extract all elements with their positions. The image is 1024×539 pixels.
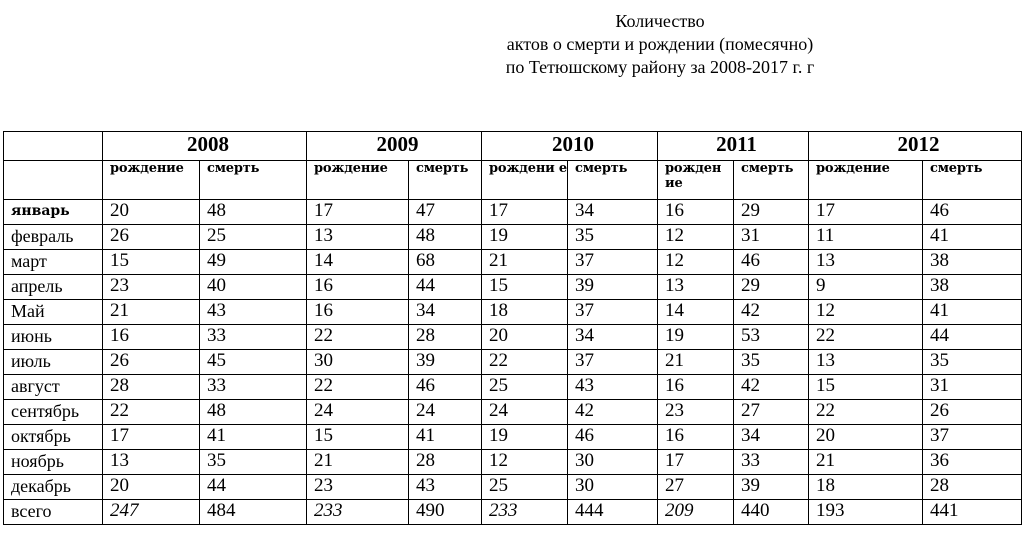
- birth-count-cell: 15: [307, 425, 409, 450]
- death-count-cell: 34: [734, 425, 809, 450]
- death-count-cell: 35: [923, 350, 1022, 375]
- table-row: [4, 200, 1022, 225]
- birth-count-cell: 12: [658, 250, 734, 275]
- birth-count-cell: 13: [809, 350, 923, 375]
- birth-count-cell: 19: [482, 425, 568, 450]
- death-count-cell: 41: [923, 300, 1022, 325]
- birth-count-cell: 22: [103, 400, 200, 425]
- death-count-cell: 44: [409, 275, 482, 300]
- death-count-cell: 53: [734, 325, 809, 350]
- death-count-cell: 37: [568, 350, 658, 375]
- birth-count-cell: 25: [482, 375, 568, 400]
- birth-count-cell: 12: [482, 450, 568, 475]
- table-row: [4, 400, 1022, 425]
- table-row: [4, 425, 1022, 450]
- death-count-cell: 44: [923, 325, 1022, 350]
- subheader-death-2009: смерть: [409, 161, 482, 200]
- birth-count-cell: 22: [809, 325, 923, 350]
- birth-count-cell: 17: [809, 200, 923, 225]
- death-count-cell: 43: [568, 375, 658, 400]
- death-count-cell: 35: [200, 450, 307, 475]
- death-count-cell: 68: [409, 250, 482, 275]
- death-count-cell: 33: [200, 375, 307, 400]
- death-count-cell: 41: [923, 225, 1022, 250]
- table-row: [4, 450, 1022, 475]
- death-count-cell: 44: [200, 475, 307, 500]
- birth-count-cell: 14: [307, 250, 409, 275]
- death-count-cell: 40: [200, 275, 307, 300]
- birth-count-cell: 21: [809, 450, 923, 475]
- month-label: апрель: [4, 275, 103, 300]
- death-count-cell: 441: [923, 500, 1022, 525]
- death-count-cell: 46: [409, 375, 482, 400]
- birth-count-cell: 233: [307, 500, 409, 525]
- table-body: [4, 200, 1022, 525]
- death-count-cell: 440: [734, 500, 809, 525]
- death-count-cell: 28: [409, 450, 482, 475]
- year-header-2009: 2009: [307, 132, 482, 161]
- table-row: [4, 350, 1022, 375]
- birth-count-cell: 26: [103, 225, 200, 250]
- death-count-cell: 41: [409, 425, 482, 450]
- death-count-cell: 39: [409, 350, 482, 375]
- table-row: [4, 225, 1022, 250]
- birth-count-cell: 17: [103, 425, 200, 450]
- death-count-cell: 49: [200, 250, 307, 275]
- birth-count-cell: 247: [103, 500, 200, 525]
- death-count-cell: 444: [568, 500, 658, 525]
- death-count-cell: 38: [923, 275, 1022, 300]
- document-title: [300, 10, 1020, 79]
- death-count-cell: 38: [923, 250, 1022, 275]
- birth-count-cell: 20: [103, 200, 200, 225]
- death-count-cell: 31: [923, 375, 1022, 400]
- death-count-cell: 24: [409, 400, 482, 425]
- title-line-3: по Тетюшскому району за 2008-2017 г. г: [505, 57, 815, 77]
- year-header-2008: 2008: [103, 132, 307, 161]
- death-count-cell: 43: [200, 300, 307, 325]
- month-label: январь: [4, 200, 103, 225]
- death-count-cell: 35: [734, 350, 809, 375]
- birth-count-cell: 27: [658, 475, 734, 500]
- death-count-cell: 46: [923, 200, 1022, 225]
- year-header-2010: 2010: [482, 132, 658, 161]
- subheader-birth-2010: рождени е: [482, 161, 568, 200]
- month-label: Май: [4, 300, 103, 325]
- table-row: [4, 475, 1022, 500]
- death-count-cell: 47: [409, 200, 482, 225]
- birth-count-cell: 14: [658, 300, 734, 325]
- death-count-cell: 48: [200, 400, 307, 425]
- subheader-birth-2012: рождение: [809, 161, 923, 200]
- subheader-birth-2009: рождение: [307, 161, 409, 200]
- birth-count-cell: 17: [482, 200, 568, 225]
- corner-cell: [4, 132, 103, 161]
- death-count-cell: 490: [409, 500, 482, 525]
- month-label: ноябрь: [4, 450, 103, 475]
- subheader-death-2010: смерть: [568, 161, 658, 200]
- month-label: октябрь: [4, 425, 103, 450]
- death-count-cell: 37: [923, 425, 1022, 450]
- birth-count-cell: 13: [658, 275, 734, 300]
- month-label: июль: [4, 350, 103, 375]
- table-row: [4, 250, 1022, 275]
- birth-count-cell: 16: [658, 425, 734, 450]
- death-count-cell: 30: [568, 475, 658, 500]
- death-count-cell: 36: [923, 450, 1022, 475]
- title-line-1: Количество: [615, 11, 705, 31]
- birth-count-cell: 17: [658, 450, 734, 475]
- birth-count-cell: 25: [482, 475, 568, 500]
- birth-count-cell: 13: [307, 225, 409, 250]
- birth-count-cell: 233: [482, 500, 568, 525]
- table-row: [4, 325, 1022, 350]
- birth-count-cell: 16: [103, 325, 200, 350]
- death-count-cell: 25: [200, 225, 307, 250]
- birth-count-cell: 22: [809, 400, 923, 425]
- death-count-cell: 45: [200, 350, 307, 375]
- birth-count-cell: 15: [103, 250, 200, 275]
- birth-count-cell: 19: [482, 225, 568, 250]
- death-count-cell: 48: [200, 200, 307, 225]
- birth-count-cell: 21: [307, 450, 409, 475]
- death-count-cell: 26: [923, 400, 1022, 425]
- statistics-table: [3, 131, 1022, 525]
- birth-count-cell: 15: [482, 275, 568, 300]
- birth-count-cell: 24: [307, 400, 409, 425]
- death-count-cell: 30: [568, 450, 658, 475]
- corner-cell-sub: [4, 161, 103, 200]
- birth-count-cell: 19: [658, 325, 734, 350]
- birth-count-cell: 18: [482, 300, 568, 325]
- birth-count-cell: 16: [307, 275, 409, 300]
- death-count-cell: 34: [568, 325, 658, 350]
- death-count-cell: 33: [734, 450, 809, 475]
- birth-count-cell: 22: [307, 325, 409, 350]
- death-count-cell: 34: [409, 300, 482, 325]
- death-count-cell: 42: [734, 300, 809, 325]
- death-count-cell: 46: [734, 250, 809, 275]
- month-label: всего: [4, 500, 103, 525]
- table-row: [4, 300, 1022, 325]
- birth-count-cell: 24: [482, 400, 568, 425]
- death-count-cell: 27: [734, 400, 809, 425]
- month-label: декабрь: [4, 475, 103, 500]
- birth-count-cell: 17: [307, 200, 409, 225]
- death-count-cell: 42: [568, 400, 658, 425]
- birth-count-cell: 22: [482, 350, 568, 375]
- death-count-cell: 484: [200, 500, 307, 525]
- birth-count-cell: 16: [658, 375, 734, 400]
- death-count-cell: 46: [568, 425, 658, 450]
- death-count-cell: 35: [568, 225, 658, 250]
- birth-count-cell: 23: [658, 400, 734, 425]
- birth-count-cell: 16: [658, 200, 734, 225]
- table-row: [4, 375, 1022, 400]
- birth-count-cell: 11: [809, 225, 923, 250]
- death-count-cell: 37: [568, 250, 658, 275]
- death-count-cell: 41: [200, 425, 307, 450]
- birth-count-cell: 13: [809, 250, 923, 275]
- death-count-cell: 39: [568, 275, 658, 300]
- birth-count-cell: 209: [658, 500, 734, 525]
- month-label: сентябрь: [4, 400, 103, 425]
- subheader-row: [4, 161, 1022, 200]
- birth-count-cell: 16: [307, 300, 409, 325]
- death-count-cell: 28: [923, 475, 1022, 500]
- birth-count-cell: 15: [809, 375, 923, 400]
- death-count-cell: 29: [734, 200, 809, 225]
- birth-count-cell: 20: [103, 475, 200, 500]
- birth-count-cell: 13: [103, 450, 200, 475]
- death-count-cell: 48: [409, 225, 482, 250]
- death-count-cell: 34: [568, 200, 658, 225]
- birth-count-cell: 22: [307, 375, 409, 400]
- subheader-birth-2008: рождение: [103, 161, 200, 200]
- birth-count-cell: 21: [658, 350, 734, 375]
- table-row: [4, 275, 1022, 300]
- death-count-cell: 31: [734, 225, 809, 250]
- table-row: [4, 500, 1022, 525]
- birth-count-cell: 21: [482, 250, 568, 275]
- birth-count-cell: 20: [809, 425, 923, 450]
- month-label: август: [4, 375, 103, 400]
- birth-count-cell: 23: [307, 475, 409, 500]
- birth-count-cell: 12: [658, 225, 734, 250]
- year-header-2011: 2011: [658, 132, 809, 161]
- year-header-2012: 2012: [809, 132, 1022, 161]
- birth-count-cell: 193: [809, 500, 923, 525]
- birth-count-cell: 21: [103, 300, 200, 325]
- birth-count-cell: 9: [809, 275, 923, 300]
- death-count-cell: 42: [734, 375, 809, 400]
- death-count-cell: 43: [409, 475, 482, 500]
- month-label: февраль: [4, 225, 103, 250]
- birth-count-cell: 12: [809, 300, 923, 325]
- subheader-death-2012: смерть: [923, 161, 1022, 200]
- birth-count-cell: 26: [103, 350, 200, 375]
- year-header-row: [4, 132, 1022, 161]
- death-count-cell: 37: [568, 300, 658, 325]
- month-label: июнь: [4, 325, 103, 350]
- month-label: март: [4, 250, 103, 275]
- birth-count-cell: 20: [482, 325, 568, 350]
- death-count-cell: 28: [409, 325, 482, 350]
- death-count-cell: 39: [734, 475, 809, 500]
- birth-count-cell: 28: [103, 375, 200, 400]
- death-count-cell: 33: [200, 325, 307, 350]
- birth-count-cell: 30: [307, 350, 409, 375]
- subheader-birth-2011: рожден ие: [658, 161, 734, 200]
- subheader-death-2011: смерть: [734, 161, 809, 200]
- birth-count-cell: 18: [809, 475, 923, 500]
- death-count-cell: 29: [734, 275, 809, 300]
- title-line-2: актов о смерти и рождении (помесячно): [506, 34, 814, 54]
- subheader-death-2008: смерть: [200, 161, 307, 200]
- birth-count-cell: 23: [103, 275, 200, 300]
